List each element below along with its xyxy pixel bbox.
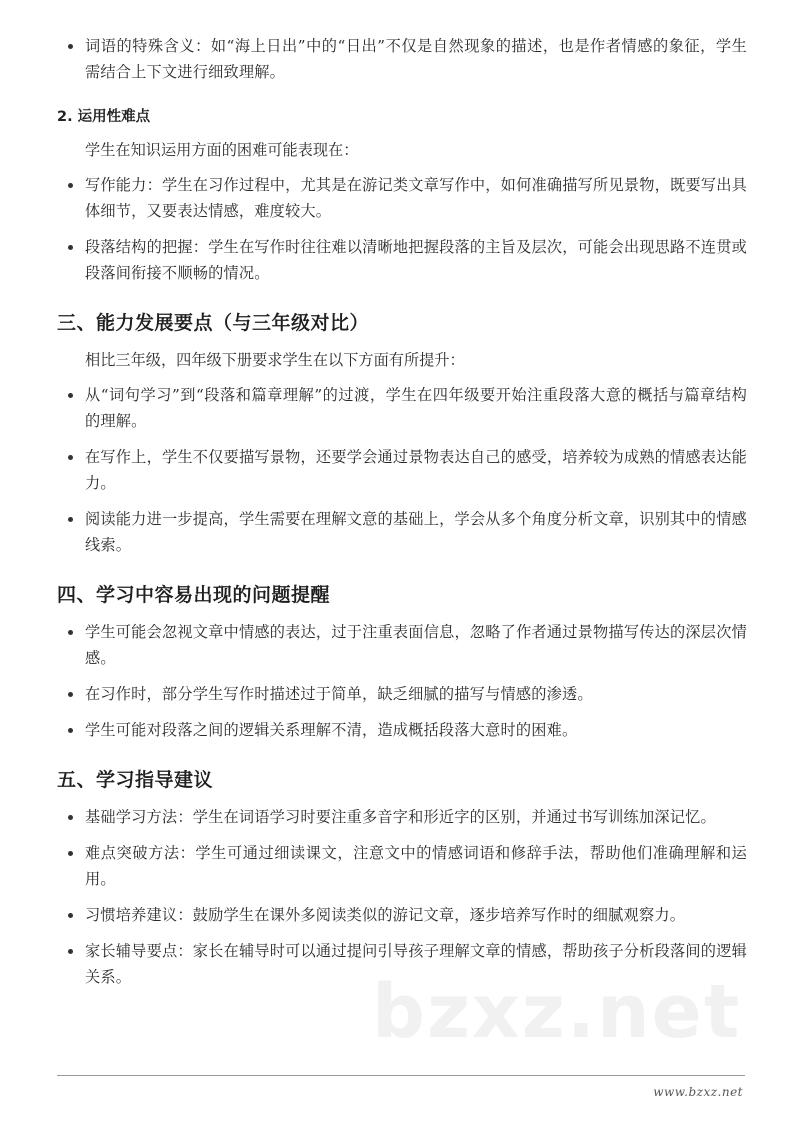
section-heading: 四、学习中容易出现的问题提醒	[57, 584, 331, 606]
list-item-text: 阅读能力进一步提高，学生需要在理解文意的基础上，学会从多个角度分析文章，识别其中的情感线索。	[85, 510, 747, 554]
subsection-heading: 2. 运用性难点	[57, 109, 151, 125]
list-item	[57, 717, 747, 743]
list-item-text: 家长辅导要点：家长在辅导时可以通过提问引导孩子理解文章的情感，帮助孩子分析段落间的逻辑关系。	[85, 942, 747, 986]
bullet-icon	[68, 815, 73, 820]
bullet-icon	[68, 851, 73, 856]
list-item	[57, 382, 747, 434]
list-item-text: 学生可能会忽视文章中情感的表达，过于注重表面信息，忽略了作者通过景物描写传达的深层次情感。	[85, 623, 747, 667]
list-item	[57, 619, 747, 671]
list-item-text: 在写作上，学生不仅要描写景物，还要学会通过景物表达自己的感受，培养较为成熟的情感表达能力。	[85, 448, 747, 492]
list-item	[57, 172, 747, 224]
bullet-icon	[68, 692, 73, 697]
bullet-icon	[68, 245, 73, 250]
bullet-icon	[68, 517, 73, 522]
bullet-icon	[68, 630, 73, 635]
list-item-text: 习惯培养建议：鼓励学生在课外多阅读类似的游记文章，逐步培养写作时的细腻观察力。	[85, 906, 686, 924]
list-item	[57, 938, 747, 990]
section-bullet-list	[57, 382, 747, 558]
list-item-text: 学生可能对段落之间的逻辑关系理解不清，造成概括段落大意时的困难。	[85, 721, 578, 739]
list-item-text: 基础学习方法：学生在词语学习时要注重多音字和形近字的区别，并通过书写训练加深记忆。	[85, 808, 716, 826]
list-item-text: 写作能力：学生在习作过程中，尤其是在游记类文章写作中，如何准确描写所见景物，既要写出具体细节，又要表达情感，难度较大。	[85, 176, 747, 220]
list-item	[57, 234, 747, 286]
bullet-icon	[68, 183, 73, 188]
list-item	[57, 681, 747, 707]
footer-divider	[57, 1075, 745, 1076]
list-item-text: 在习作时，部分学生写作时描述过于简单，缺乏细腻的描写与情感的渗透。	[85, 685, 593, 703]
section-intro: 相比三年级，四年级下册要求学生在以下方面有所提升：	[85, 351, 465, 369]
list-item	[57, 804, 747, 830]
bullet-icon	[68, 455, 73, 460]
subsection-bullet-list	[57, 172, 747, 286]
subsection-intro: 学生在知识运用方面的困难可能表现在：	[85, 141, 359, 159]
continued-bullet-list	[57, 33, 747, 85]
section-bullet-list	[57, 619, 747, 743]
watermark: bzxz.net	[372, 969, 742, 1055]
list-item	[57, 444, 747, 496]
bullet-icon	[68, 393, 73, 398]
bullet-icon	[68, 728, 73, 733]
footer-site-link[interactable]: www.bzxz.net	[653, 1085, 743, 1099]
list-item-text: 词语的特殊含义：如“海上日出”中的“日出”不仅是自然现象的描述，也是作者情感的象征，学生需结合上下文进行细致理解。	[85, 37, 747, 81]
list-item	[57, 33, 747, 85]
section-bullet-list	[57, 804, 747, 990]
section-heading: 三、能力发展要点（与三年级对比）	[57, 312, 370, 334]
list-item	[57, 840, 747, 892]
page-content	[57, 33, 747, 990]
list-item-text: 从“词句学习”到“段落和篇章理解”的过渡，学生在四年级要开始注重段落大意的概括与篇章结构的理解。	[85, 386, 747, 430]
bullet-icon	[68, 949, 73, 954]
list-item	[57, 506, 747, 558]
bullet-icon	[68, 913, 73, 918]
list-item	[57, 902, 747, 928]
list-item-text: 段落结构的把握：学生在写作时往往难以清晰地把握段落的主旨及层次，可能会出现思路不连贯或段落间衔接不顺畅的情况。	[85, 238, 747, 282]
bullet-icon	[68, 44, 73, 49]
section-heading: 五、学习指导建议	[57, 769, 214, 791]
list-item-text: 难点突破方法：学生可通过细读课文，注意文中的情感词语和修辞手法，帮助他们准确理解和运用。	[85, 844, 747, 888]
